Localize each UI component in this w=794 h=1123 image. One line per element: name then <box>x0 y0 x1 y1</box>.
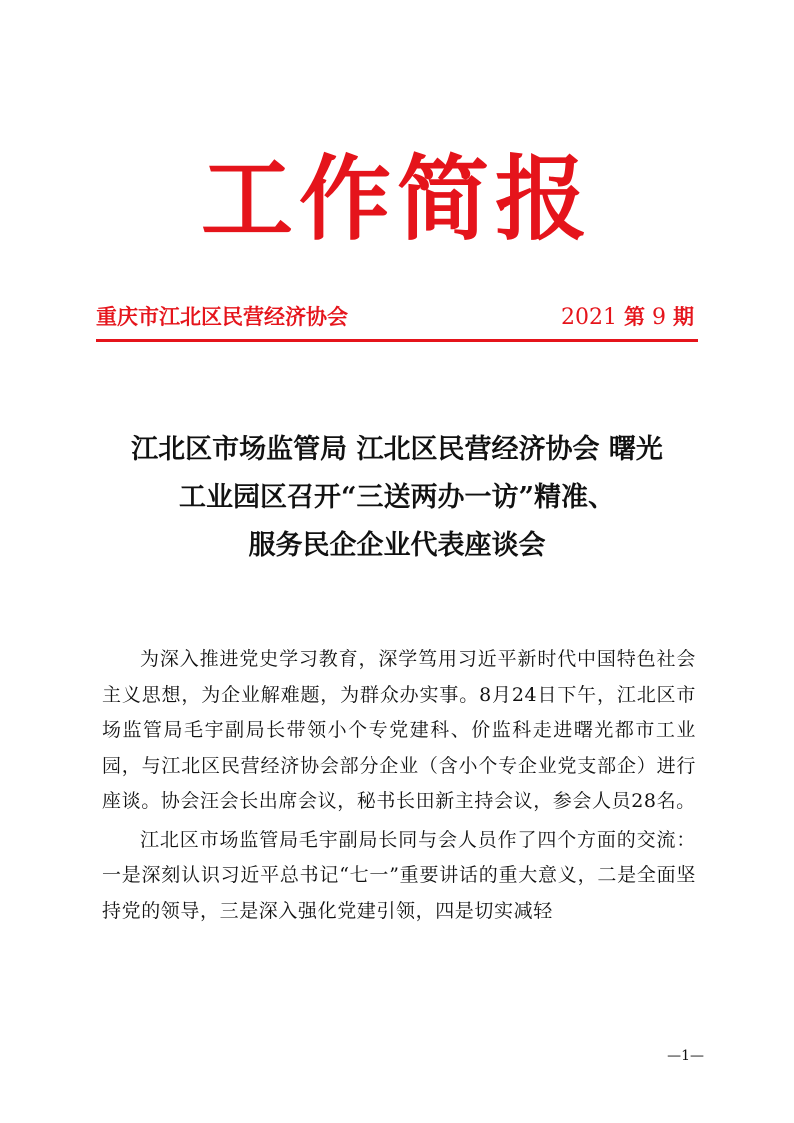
headline-line: 工业园区召开“三送两办一访”精准、 <box>178 482 616 513</box>
headline-line: 服务民企企业代表座谈会 <box>248 530 546 561</box>
headline-line: 江北区市场监管局 江北区民营经济协会 曙光 <box>131 434 663 465</box>
issue-number: 9 <box>652 305 666 330</box>
issue-suffix: 期 <box>673 305 694 329</box>
body-paragraph: 江北区市场监管局毛宇副局长同与会人员作了四个方面的交流：一是深刻认识习近平总书记“七一”重要讲话的重大意义，二是全面坚持党的领导，三是深入强化党建引领，四是切实减轻 <box>102 828 696 922</box>
masthead-title: 工作简报 <box>200 146 593 253</box>
issue-prefix: 第 <box>624 305 645 329</box>
issue-year: 2021 <box>561 305 617 330</box>
masthead-divider <box>96 339 698 342</box>
masthead-subhead <box>96 302 698 336</box>
page-number: —1— <box>667 1048 704 1064</box>
article-headline <box>60 426 734 570</box>
body-paragraph: 为深入推进党史学习教育，深学笃用习近平新时代中国特色社会主义思想，为企业解难题，为群众办实事。8月24日下午，江北区市场监管局毛宇副局长带领小个专党建科、价监科走进曙光都市工业园，与江北区民营经济协会部分企业（含小个专企业党支部企）进行座谈。协会汪会长出席会议，秘书长田新主持会议，参会人员28名。 <box>102 648 696 812</box>
issue-label <box>561 302 694 333</box>
organization-name: 重庆市江北区民营经济协会 <box>96 305 348 329</box>
article-body <box>102 642 696 932</box>
